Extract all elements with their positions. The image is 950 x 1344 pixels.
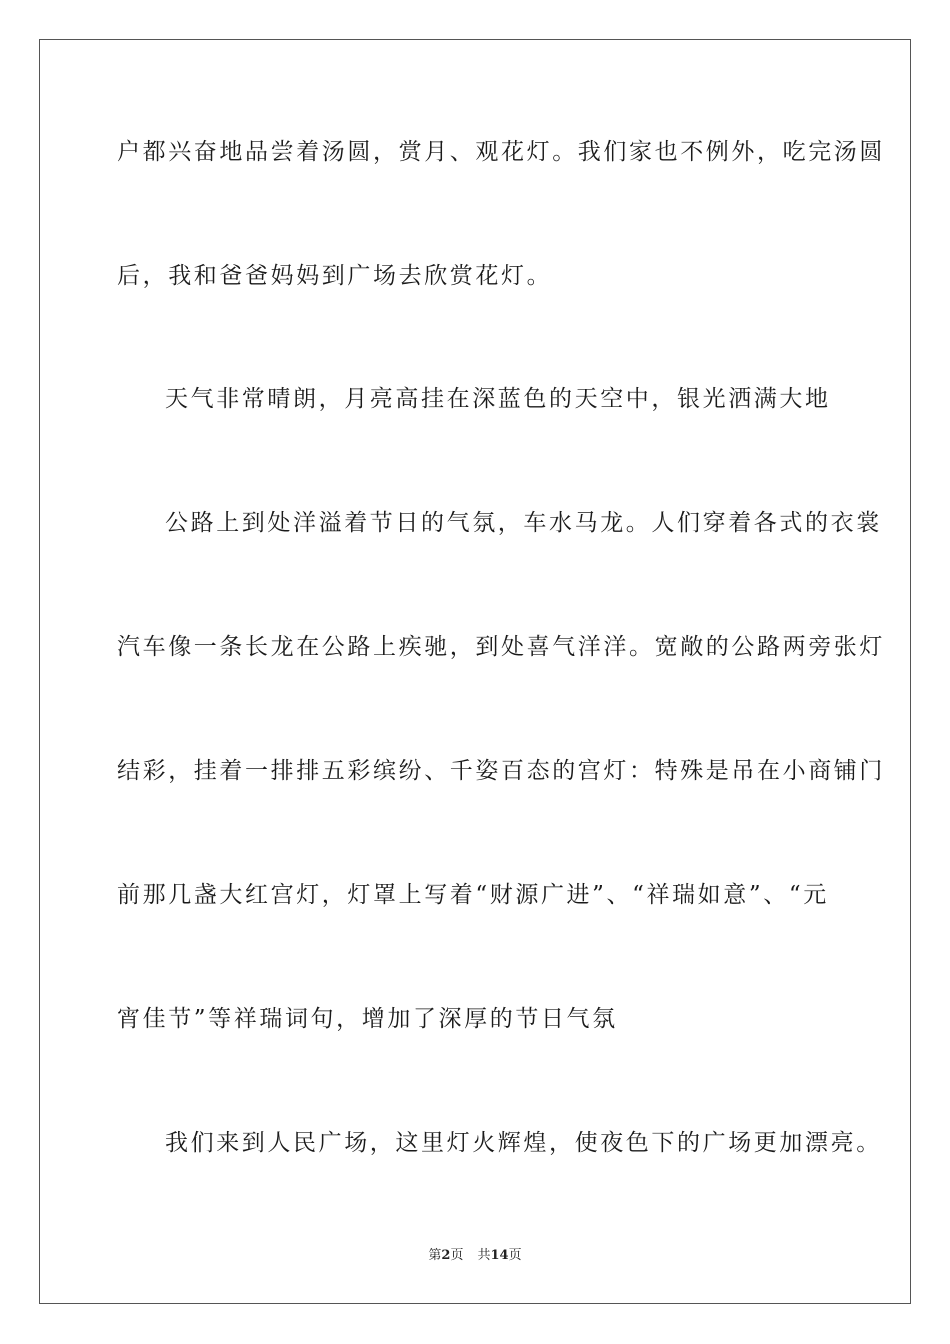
paragraph-square: 我们来到人民广场，这里灯火辉煌，使夜色下的广场更加漂亮。: [165, 1130, 882, 1156]
page-footer: [0, 1247, 950, 1265]
page-current: 2: [441, 1248, 451, 1263]
total-pages: 14: [490, 1248, 509, 1263]
text-line-6: 结彩，挂着一排排五彩缤纷、千姿百态的宫灯：特殊是吊在小商铺门: [117, 758, 885, 784]
text-line-1: 户都兴奋地品尝着汤圆，赏月、观花灯。我们家也不例外，吃完汤圆: [117, 139, 885, 165]
paragraph-weather: 天气非常晴朗，月亮高挂在深蓝色的天空中，银光洒满大地: [165, 386, 831, 412]
page-prefix: 第: [428, 1248, 442, 1263]
text-line-2: 后，我和爸爸妈妈到广场去欣赏花灯。: [117, 263, 553, 289]
page-border: [39, 39, 911, 1304]
page-suffix: 页: [450, 1248, 464, 1263]
paragraph-road-start: 公路上到处洋溢着节日的气氛，车水马龙。人们穿着各式的衣裳: [165, 510, 882, 536]
text-line-7: 前那几盏大红宫灯，灯罩上写着“财源广进”、“祥瑞如意”、“元: [117, 882, 829, 908]
total-suffix: 页: [508, 1248, 522, 1263]
text-line-5: 汽车像一条长龙在公路上疾驰，到处喜气洋洋。宽敞的公路两旁张灯: [117, 634, 885, 660]
text-line-8: 宵佳节”等祥瑞词句，增加了深厚的节日气氛: [117, 1006, 618, 1032]
total-prefix: 共: [477, 1248, 491, 1263]
